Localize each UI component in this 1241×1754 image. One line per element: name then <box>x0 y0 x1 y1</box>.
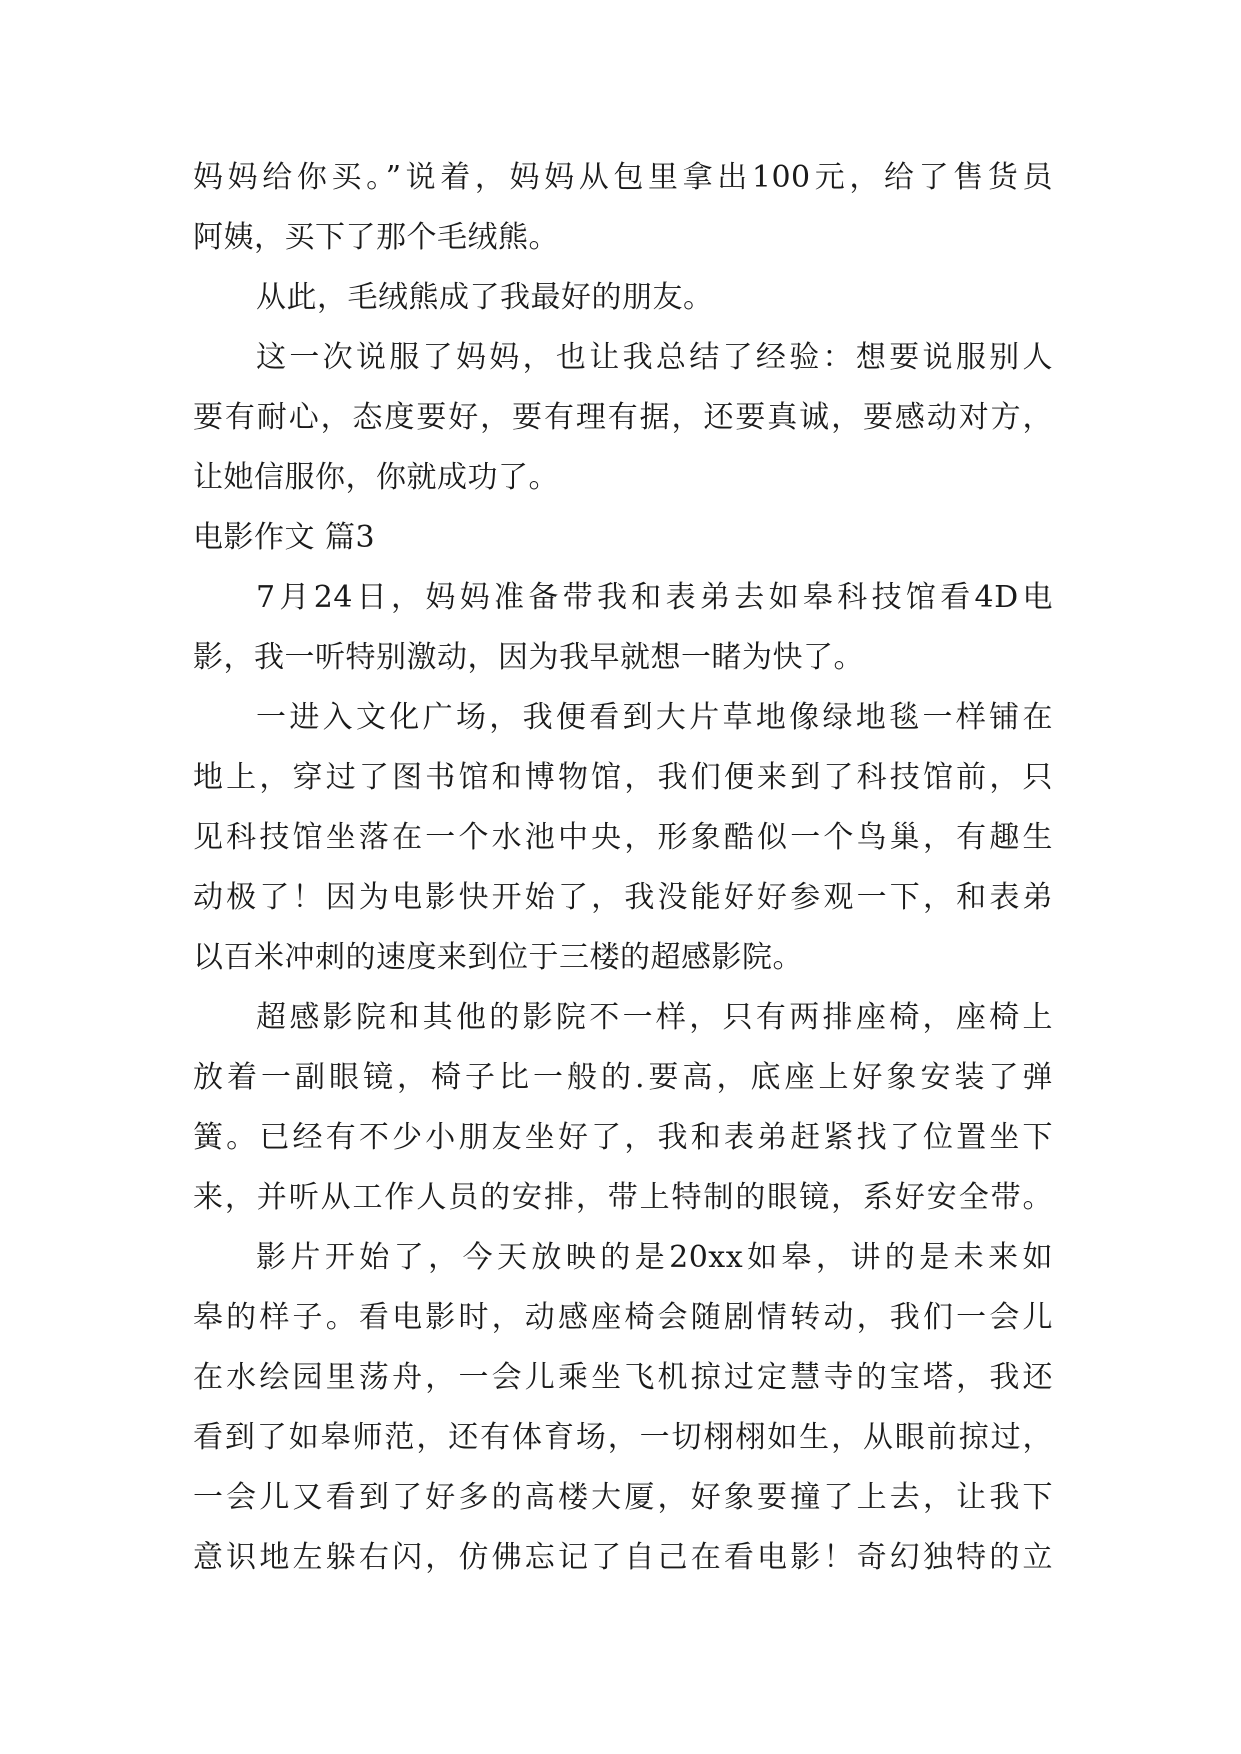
text-line: 在水绘园里荡舟，一会儿乘坐飞机掠过定慧寺的宝塔，我还 <box>193 1360 1053 1395</box>
text-line: 这一次说服了妈妈，也让我总结了经验：想要说服别人 <box>256 340 1053 375</box>
text-line: 超感影院和其他的影院不一样，只有两排座椅，座椅上 <box>256 1000 1053 1035</box>
text-line: 地上，穿过了图书馆和博物馆，我们便来到了科技馆前，只 <box>193 760 1053 795</box>
section-heading: 电影作文 篇3 <box>193 520 376 555</box>
text-line: 动极了！因为电影快开始了，我没能好好参观一下，和表弟 <box>193 880 1053 915</box>
text-line: 皋的样子。看电影时，动感座椅会随剧情转动，我们一会儿 <box>193 1300 1053 1335</box>
text-line: 簧。已经有不少小朋友坐好了，我和表弟赶紧找了位置坐下 <box>193 1120 1053 1155</box>
text-line: 7月24日，妈妈准备带我和表弟去如皋科技馆看4D电 <box>256 580 1053 615</box>
text-line: 阿姨，买下了那个毛绒熊。 <box>193 220 559 255</box>
text-line: 从此，毛绒熊成了我最好的朋友。 <box>256 280 714 315</box>
text-line: 影片开始了，今天放映的是20xx如皋，讲的是未来如 <box>256 1240 1053 1275</box>
text-line: 意识地左躲右闪，仿佛忘记了自己在看电影！奇幻独特的立 <box>193 1540 1053 1575</box>
text-line: 来，并听从工作人员的安排，带上特制的眼镜，系好安全带。 <box>193 1180 1053 1215</box>
text-line: 一会儿又看到了好多的高楼大厦，好象要撞了上去，让我下 <box>193 1480 1053 1515</box>
text-line: 影，我一听特别激动，因为我早就想一睹为快了。 <box>193 640 864 675</box>
text-line: 要有耐心，态度要好，要有理有据，还要真诚，要感动对方， <box>193 400 1053 435</box>
text-line: 妈妈给你买。”说着，妈妈从包里拿出100元，给了售货员 <box>193 160 1053 195</box>
text-line: 放着一副眼镜，椅子比一般的.要高，底座上好象安装了弹 <box>193 1060 1053 1095</box>
text-line: 见科技馆坐落在一个水池中央，形象酷似一个鸟巢，有趣生 <box>193 820 1053 855</box>
text-line: 让她信服你，你就成功了。 <box>193 460 559 495</box>
text-line: 一进入文化广场，我便看到大片草地像绿地毯一样铺在 <box>256 700 1053 735</box>
text-line: 以百米冲刺的速度来到位于三楼的超感影院。 <box>193 940 803 975</box>
text-line: 看到了如皋师范，还有体育场，一切栩栩如生，从眼前掠过， <box>193 1420 1053 1455</box>
